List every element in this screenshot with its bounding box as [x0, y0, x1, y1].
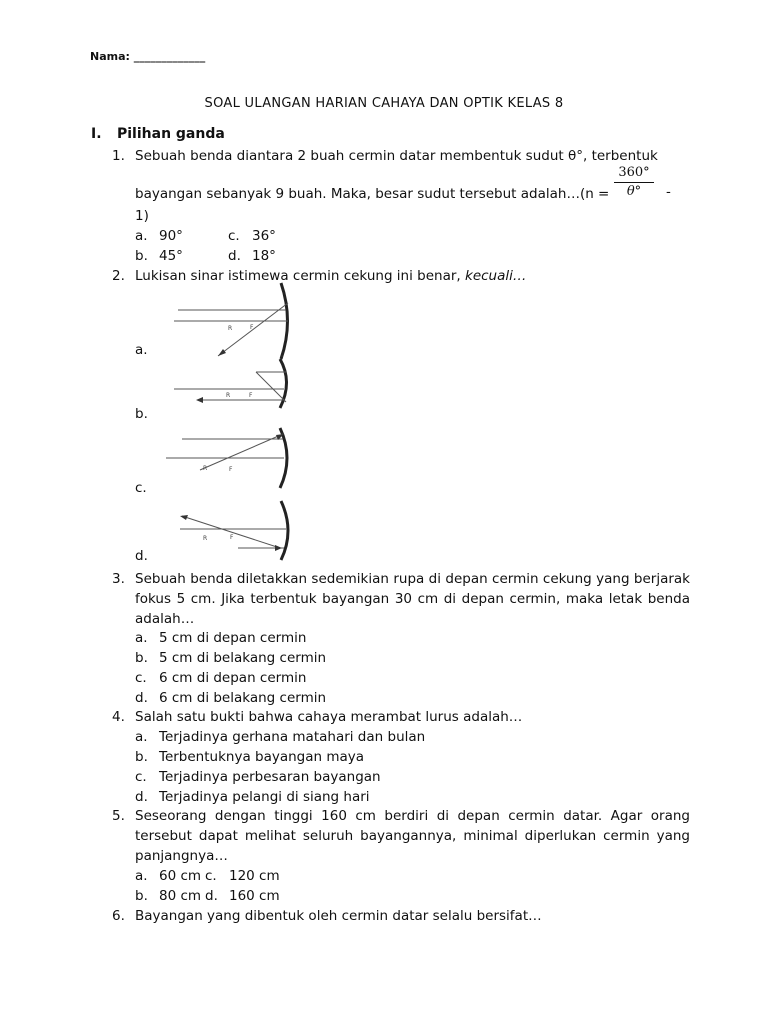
diagram-d-letter: d. [135, 548, 148, 564]
option-letter: d. [228, 248, 241, 264]
option-text: 80 cm [159, 888, 202, 904]
concave-mirror [280, 359, 287, 408]
option-text: 5 cm di depan cermin [159, 630, 307, 646]
f-label: F [229, 466, 233, 473]
page-title: SOAL ULANGAN HARIAN CAHAYA DAN OPTIK KELAS 8 [204, 96, 564, 111]
option-text: 160 cm [229, 888, 280, 904]
option-text: 6 cm di belakang cermin [159, 690, 327, 706]
ray-through-focus [256, 372, 286, 402]
option-letter: a. [135, 630, 148, 646]
minus-sign: - [666, 184, 671, 200]
option-text: 6 cm di depan cermin [159, 670, 307, 686]
question-text: Sebuah benda diletakkan sedemikian rupa di depan cermin cekung yang berjarak fokus 5 cm. Jika terbentuk bayangan 30 cm di depan cermin, maka letak benda adalah… [135, 571, 690, 627]
question-number: 1. [112, 148, 125, 164]
option-letter: b. [135, 749, 148, 765]
r-label: R [203, 535, 208, 542]
option-letter: a. [135, 868, 148, 884]
option-letter: b. [135, 248, 148, 264]
fraction-denominator: θ° [626, 184, 642, 199]
question-text: Salah satu bukti bahwa cahaya merambat lurus adalah… [135, 709, 523, 725]
option-letter: c. [135, 769, 147, 785]
r-label: R [203, 465, 208, 472]
option-letter: b. [135, 650, 148, 666]
mirror-diagram-d [160, 498, 300, 564]
r-label: R [226, 392, 231, 399]
option-letter: a. [135, 729, 148, 745]
incident-ray [182, 516, 280, 548]
option-text: Terjadinya gerhana matahari dan bulan [159, 729, 426, 745]
option-letter: b. [135, 888, 148, 904]
question-text: Bayangan yang dibentuk oleh cermin datar selalu bersifat… [135, 908, 542, 924]
r-label: R [228, 325, 233, 332]
option-text: 90° [159, 228, 183, 244]
diagram-c-letter: c. [135, 480, 147, 496]
ray-arrow [275, 545, 282, 551]
ray-arrow [196, 397, 203, 403]
section-title: Pilihan ganda [117, 126, 225, 142]
question-text-main: Lukisan sinar istimewa cermin cekung ini benar, [135, 268, 465, 284]
option-letter: c. [205, 868, 217, 884]
question-text: Seseorang dengan tinggi 160 cm berdiri di depan cermin datar. Agar orang tersebut dapat melihat seluruh bayangannya, minimal diperlukan cermin yang panjangnya… [135, 808, 690, 864]
mirror-diagram-c [160, 422, 300, 492]
option-text: 18° [252, 248, 276, 264]
option-text: Terjadinya pelangi di siang hari [159, 789, 370, 805]
concave-mirror [281, 501, 288, 560]
option-letter: d. [135, 789, 148, 805]
option-letter: d. [205, 888, 218, 904]
mirror-diagram-b [160, 356, 300, 416]
question-number: 4. [112, 709, 125, 725]
fraction-numerator: 360° [618, 165, 650, 180]
option-text: 120 cm [229, 868, 280, 884]
diagram-b-letter: b. [135, 406, 148, 422]
option-text: 36° [252, 228, 276, 244]
question-number: 3. [112, 571, 125, 587]
name-field-label: Nama: _____________ [90, 50, 206, 63]
option-letter: d. [135, 690, 148, 706]
f-label: F [249, 392, 253, 399]
f-label: F [250, 324, 254, 331]
section-heading [91, 126, 225, 142]
option-text: 45° [159, 248, 183, 264]
option-text: 60 cm [159, 868, 202, 884]
f-label: F [230, 534, 234, 541]
question-number: 2. [112, 268, 125, 284]
ray-arrow [218, 349, 226, 356]
option-text: Terbentuknya bayangan maya [159, 749, 365, 765]
question-text-italic: kecuali… [465, 268, 527, 284]
fraction-formula [612, 164, 656, 201]
question-line-1: Sebuah benda diantara 2 buah cermin datar membentuk sudut θ°, terbentuk [135, 148, 658, 164]
question-line-2: bayangan sebanyak 9 buah. Maka, besar sudut tersebut adalah…(n = [135, 186, 610, 202]
ray-arrow [180, 515, 188, 520]
option-letter: c. [135, 670, 147, 686]
question-number: 6. [112, 908, 125, 924]
question-line-3: 1) [135, 208, 149, 224]
option-text: Terjadinya perbesaran bayangan [159, 769, 381, 785]
option-letter: c. [228, 228, 240, 244]
diagram-a-letter: a. [135, 342, 148, 358]
section-number: I. [91, 126, 102, 142]
option-text: 5 cm di belakang cermin [159, 650, 327, 666]
option-letter: a. [135, 228, 148, 244]
question-number: 5. [112, 808, 125, 824]
mirror-diagram-a [160, 280, 300, 365]
